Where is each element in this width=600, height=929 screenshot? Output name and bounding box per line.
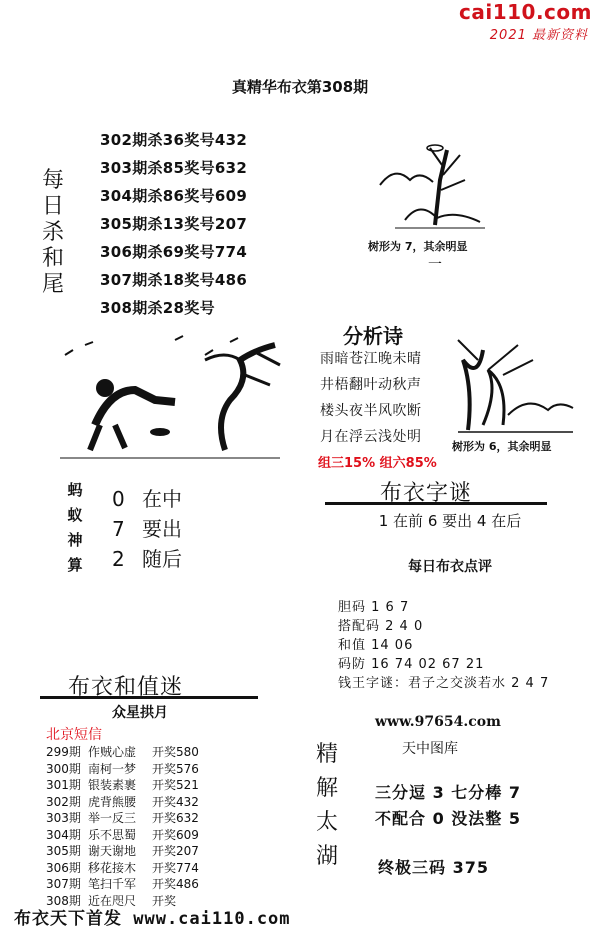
site-subtitle: 2021 最新资料 <box>489 28 588 43</box>
ant-god-text: 随后 <box>142 547 182 571</box>
ant-god-number: 7 <box>112 517 125 541</box>
review-line: 码防 16 74 02 67 21 <box>338 657 485 672</box>
period-phrase: 乐不思蜀 <box>88 827 137 842</box>
riddle-title: 布衣字谜 <box>380 481 473 506</box>
poem-line: 楼头夜半风吹断 <box>320 403 422 419</box>
ant-god-label-char: 神 <box>67 531 83 549</box>
riddle-divider <box>325 502 547 505</box>
jingjie-line-1: 三分逗 3 七分棒 7 <box>375 783 521 802</box>
period-result: 开奖 <box>152 893 177 908</box>
period-result: 开奖774 <box>152 860 199 875</box>
period-phrase: 笔扫千军 <box>88 877 137 891</box>
period-number: 305期 <box>46 844 81 858</box>
kill-item: 306期杀69奖号774 <box>100 243 248 261</box>
review-line: 胆码 1 6 7 <box>338 600 410 615</box>
poem-line: 月在浮云浅处明 <box>320 429 422 445</box>
footer-text: 布衣天下首发 www.cai110.com <box>14 909 291 929</box>
ant-god-number: 2 <box>112 547 125 571</box>
period-phrase: 举一反三 <box>88 811 137 825</box>
beijing-sms-title: 北京短信 <box>46 727 102 743</box>
review-line: 钱王字谜：君子之交淡若水 2 4 7 <box>338 676 550 691</box>
page-title: 真精华布衣第308期 <box>231 78 369 96</box>
daily-kill-label-char: 每 <box>41 168 64 193</box>
period-phrase: 南柯一梦 <box>88 761 137 776</box>
ant-god-text: 在中 <box>142 487 182 511</box>
kill-item: 302期杀36奖号432 <box>100 131 248 149</box>
period-row <box>46 761 199 778</box>
final-three-codes: 终极三码 375 <box>378 858 489 877</box>
daily-review-title: 每日布衣点评 <box>408 559 492 575</box>
tree-six-caption: 树形为 6，其余明显 <box>452 440 552 453</box>
poem-line: 雨暗苍江晚未晴 <box>320 351 422 367</box>
period-number: 301期 <box>46 778 81 792</box>
ant-god-label <box>64 478 86 578</box>
period-result: 开奖609 <box>152 827 199 842</box>
hezhi-divider <box>40 696 258 699</box>
period-phrase: 移花接木 <box>88 860 137 875</box>
period-result: 开奖207 <box>152 844 199 858</box>
period-phrase: 虎背熊腰 <box>88 794 137 809</box>
period-phrase: 银装素裹 <box>88 778 137 792</box>
period-phrase: 近在咫尺 <box>88 893 137 908</box>
hezhi-subtitle: 众星拱月 <box>112 705 168 721</box>
period-row <box>46 860 199 877</box>
jingjie-label-char: 精 <box>315 742 338 767</box>
period-result: 开奖632 <box>152 811 199 825</box>
daily-kill-label-char: 尾 <box>41 272 64 297</box>
jingjie-label-char: 太 <box>315 810 338 835</box>
warrior-illustration <box>55 330 285 470</box>
ant-god-line <box>112 544 182 574</box>
period-number: 302期 <box>46 794 81 809</box>
ant-god-number: 0 <box>112 487 125 511</box>
jingjie-line-2: 不配合 0 没法整 5 <box>375 809 521 828</box>
ant-god-label-char: 蚂 <box>67 481 83 499</box>
hezhi-title: 布衣和值迷 <box>68 675 184 700</box>
period-number: 306期 <box>46 860 81 875</box>
daily-kill-list <box>100 130 247 326</box>
ant-god-lines <box>112 484 182 574</box>
kill-item: 305期杀13奖号207 <box>100 215 248 233</box>
tree-six-illustration <box>448 330 578 440</box>
kill-item: 308期杀28奖号 <box>100 299 215 317</box>
kill-item: 307期杀18奖号486 <box>100 271 248 289</box>
site-logo: cai110.com <box>459 0 592 24</box>
period-number: 307期 <box>46 877 81 891</box>
period-result: 开奖432 <box>152 794 199 809</box>
period-row <box>46 827 199 844</box>
source-url: www.97654.com <box>375 714 501 730</box>
jingjie-label-char: 湖 <box>315 844 338 869</box>
period-number: 299期 <box>46 745 81 759</box>
period-row <box>46 794 199 811</box>
tree-seven-illustration <box>375 140 490 240</box>
kill-item: 304期杀86奖号609 <box>100 187 248 205</box>
period-row <box>46 777 199 794</box>
period-phrase: 作贼心虚 <box>88 745 137 759</box>
daily-kill-label-char: 杀 <box>41 220 64 245</box>
kill-item: 303期杀85奖号632 <box>100 159 248 177</box>
review-details <box>338 598 549 693</box>
ant-god-label-char: 算 <box>67 556 83 574</box>
poem-ratio: 组三15% 组六85% <box>318 456 437 471</box>
period-number: 308期 <box>46 893 81 908</box>
period-phrase: 谢天谢地 <box>88 844 137 858</box>
period-number: 303期 <box>46 811 81 825</box>
poem-title: 分析诗 <box>343 324 403 348</box>
daily-kill-label-char: 日 <box>41 194 64 219</box>
ant-god-line <box>112 484 182 514</box>
period-number: 300期 <box>46 761 81 776</box>
ant-god-label-char: 蚁 <box>67 506 83 524</box>
poem-lines <box>320 346 422 450</box>
riddle-text: 1 在前 6 要出 4 在后 <box>378 512 522 530</box>
poem-line: 井梧翻叶动秋声 <box>320 377 422 393</box>
tree-seven-caption: 树形为 7，其余明显 <box>368 240 468 253</box>
period-list <box>46 744 199 909</box>
period-number: 304期 <box>46 827 81 842</box>
jingjie-label <box>314 738 340 874</box>
period-row <box>46 810 199 827</box>
review-line: 和值 14 06 <box>338 638 414 653</box>
ant-god-line <box>112 514 182 544</box>
jingjie-label-char: 解 <box>315 776 338 801</box>
period-result: 开奖580 <box>152 745 199 759</box>
tree-seven-dash: 一 <box>428 257 442 273</box>
period-result: 开奖521 <box>152 778 199 792</box>
period-result: 开奖486 <box>152 877 199 891</box>
review-line: 搭配码 2 4 0 <box>338 619 424 634</box>
period-result: 开奖576 <box>152 761 199 776</box>
period-row <box>46 744 199 761</box>
period-row <box>46 843 199 860</box>
daily-kill-label-char: 和 <box>41 246 64 271</box>
ant-god-text: 要出 <box>142 517 182 541</box>
daily-kill-label <box>40 168 66 298</box>
library-name: 天中图库 <box>402 741 458 757</box>
period-row <box>46 876 199 893</box>
